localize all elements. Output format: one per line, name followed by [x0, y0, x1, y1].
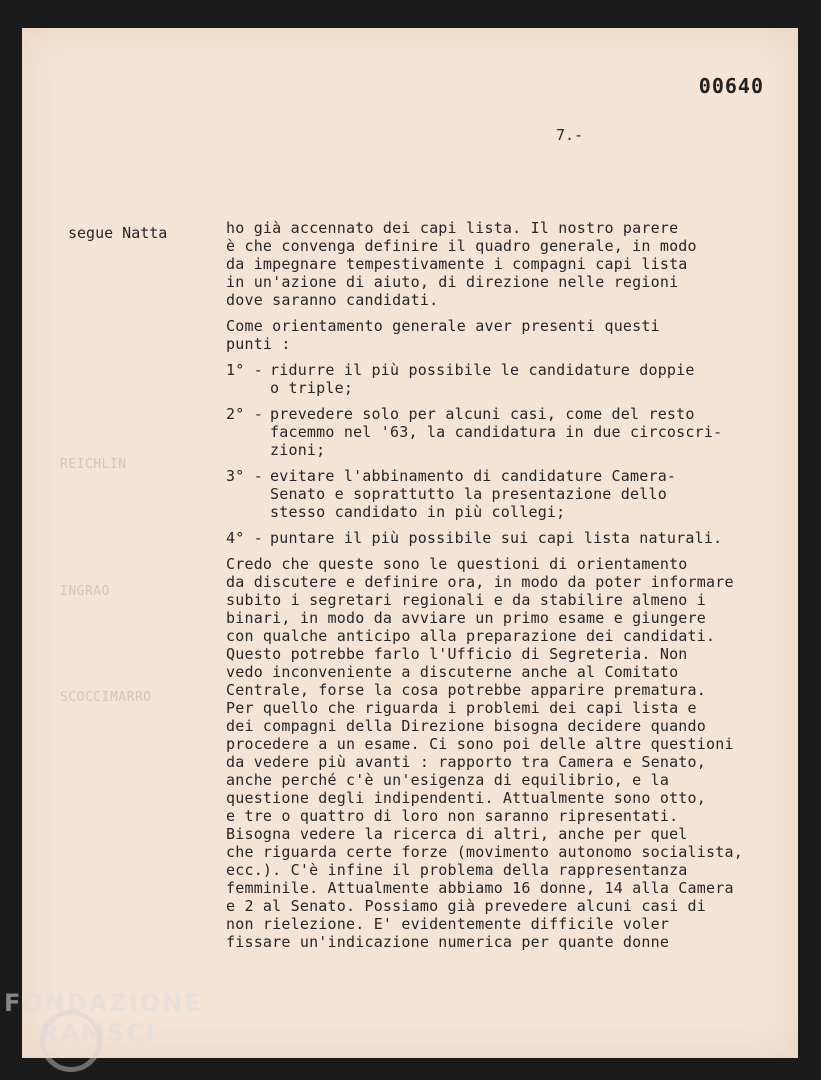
show-through-name-1: REICHLIN	[60, 457, 127, 472]
show-through-name-2: INGRAO	[60, 584, 110, 599]
paragraph-main: Credo che queste sono le questioni di orientamento da discutere e definire ora, in modo da poter informare subito i segretari regionali e da stabilire almeno i binari, in modo da avviare un primo esame e giungere con qualche anticipo alla preparazione dei candidati. Questo potrebbe farlo l'Ufficio di Segreteria. Non vedo inconveniente a discuterne anche al Comitato Centrale, forse la cosa potrebbe apparire prematura. Per quello che riguarda i problemi dei capi lista e dei compagni della Direzione bisogna decidere quando procedere a un esame. Ci sono poi delle altre questioni da vedere più avanti : rapporto tra Camera e Senato, anche perché c'è un'esigenza di equilibrio, e la questione degli indipendenti. Attualmente sono otto, e tre o quattro di loro non saranno ripresentati. Bisogna vedere la ricerca di altri, anche per quel che riguarda certe forze (movimento autonomo socialista, ecc.). C'è infine il problema della rappresentanza femminile. Attualmente abbiamo 16 donne, 14 alla Camera e 2 al Senato. Possiamo già prevedere alcuni casi di non rielezione. E' evidentemente difficile voler fissare un'indicazione numerica per quante donne	[226, 555, 743, 951]
list-item	[226, 529, 786, 547]
list-item-number: 2° -	[226, 405, 263, 423]
list-item	[226, 405, 786, 459]
document-page	[22, 28, 798, 1058]
document-number: 00640	[698, 74, 764, 98]
watermark-line-1: FONDAZIONE	[4, 989, 203, 1017]
list-item	[226, 361, 786, 397]
list-item-number: 4° -	[226, 529, 263, 547]
speaker-label: segue Natta	[68, 224, 168, 242]
paragraph-intro: ho già accennato dei capi lista. Il nostro parere è che convenga definire il quadro generale, in modo da impegnare tempestivamente i compagni capi lista in un'azione di aiuto, di direzione nelle regioni dove saranno candidati.	[226, 219, 697, 309]
list-item	[226, 467, 786, 521]
paragraph-orientation: Come orientamento generale aver presenti questi punti :	[226, 317, 660, 353]
list-item-text: evitare l'abbinamento di candidature Camera- Senato e soprattutto la presentazione dello stesso candidato in più collegi;	[270, 467, 677, 521]
body-text	[226, 219, 786, 959]
list-item-number: 1° -	[226, 361, 263, 379]
watermark	[4, 988, 203, 1048]
list-item-text: puntare il più possibile sui capi lista naturali.	[270, 529, 723, 547]
list-item-text: prevedere solo per alcuni casi, come del resto facemmo nel '63, la candidatura in due circoscri- zioni;	[270, 405, 723, 459]
list-item-text: ridurre il più possibile le candidature doppie o triple;	[270, 361, 695, 397]
show-through-name-3: SCOCCIMARRO	[60, 690, 152, 705]
watermark-line-2: RAMSCI	[40, 1019, 157, 1047]
list-item-number: 3° -	[226, 467, 263, 485]
page-number: 7.-	[556, 126, 584, 144]
